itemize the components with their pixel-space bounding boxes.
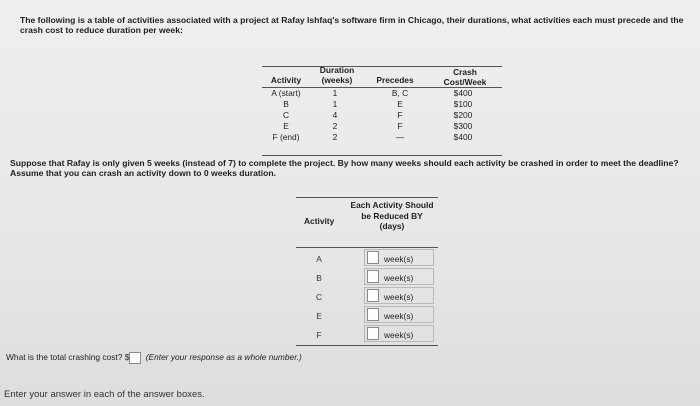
table-cell-activity: E xyxy=(283,121,289,131)
answer-input-f[interactable] xyxy=(367,327,379,340)
table-cell-crash: $400 xyxy=(453,132,473,142)
answer-row xyxy=(296,325,436,345)
table-cell-precedes: F xyxy=(397,110,403,120)
activity-table xyxy=(0,0,700,160)
answer-row xyxy=(296,306,436,326)
table-cell-duration: 4 xyxy=(332,110,338,120)
answer-row xyxy=(296,268,436,288)
answer-header-activity: Activity xyxy=(304,216,335,226)
header-crash-cost: Crash Cost/Week xyxy=(443,67,487,87)
table-cell-precedes: F xyxy=(397,121,403,131)
table-cell-activity: B xyxy=(283,99,289,109)
answer-row-activity: A xyxy=(316,254,322,264)
table-cell-crash: $300 xyxy=(453,121,473,131)
footer-instruction: Enter your answer in each of the answer boxes. xyxy=(4,389,205,400)
answer-table-bottom-rule xyxy=(296,345,438,346)
answer-row xyxy=(296,249,436,269)
answer-table-top-rule xyxy=(296,197,438,198)
header-precedes: Precedes xyxy=(376,75,414,85)
total-cost-line xyxy=(6,352,302,364)
answer-row-activity: C xyxy=(315,292,323,302)
unit-label: week(s) xyxy=(384,292,414,302)
table-cell-duration: 2 xyxy=(332,132,338,142)
header-activity: Activity xyxy=(270,75,302,85)
question-suppose: Suppose that Rafay is only given 5 weeks (instead of 7) to complete the project. By how many weeks should each activity be crashed in order to meet the deadline? Assume that you can crash an activity down to 0 weeks duration. xyxy=(10,158,679,178)
table-cell-precedes: B, C xyxy=(391,88,409,98)
question-intro: The following is a table of activities associated with a project at Rafay Ishfaq's software firm in Chicago, their durations, what activities each must precede and the crash cost to reduce duration per week: xyxy=(20,15,684,35)
table-cell-crash: $100 xyxy=(453,99,473,109)
unit-label: week(s) xyxy=(384,273,414,283)
answer-header-rule xyxy=(296,247,438,248)
answer-row xyxy=(296,287,436,307)
table-bottom-rule xyxy=(262,155,502,156)
table-cell-duration: 2 xyxy=(332,121,338,131)
table-cell-precedes: E xyxy=(397,99,403,109)
table-cell-duration: 1 xyxy=(332,99,338,109)
unit-label: week(s) xyxy=(384,311,414,321)
table-cell-crash: $400 xyxy=(453,88,473,98)
answer-row-activity: F xyxy=(316,330,322,340)
unit-label: week(s) xyxy=(384,254,414,264)
unit-label: week(s) xyxy=(384,330,414,340)
answer-header-reduce: Each Activity Should be Reduced BY (days) xyxy=(350,200,434,231)
dollar-sign: $ xyxy=(124,352,130,363)
answer-input-e[interactable] xyxy=(367,308,379,321)
answer-input-a[interactable] xyxy=(367,251,379,264)
header-duration: Duration (weeks) xyxy=(319,65,355,85)
total-cost-label: What is the total crashing cost? xyxy=(6,352,123,363)
table-cell-activity: F (end) xyxy=(272,132,300,142)
total-cost-input[interactable] xyxy=(129,352,141,364)
answer-input-c[interactable] xyxy=(367,289,379,302)
table-cell-precedes: — xyxy=(395,132,405,142)
answer-row-activity: E xyxy=(316,311,322,321)
table-cell-duration: 1 xyxy=(332,88,338,98)
table-cell-crash: $200 xyxy=(453,110,473,120)
total-cost-hint: (Enter your response as a whole number.) xyxy=(145,352,302,363)
answer-input-b[interactable] xyxy=(367,270,379,283)
table-cell-activity: C xyxy=(282,110,290,120)
table-cell-activity: A (start) xyxy=(271,88,301,98)
answer-row-activity: B xyxy=(316,273,322,283)
